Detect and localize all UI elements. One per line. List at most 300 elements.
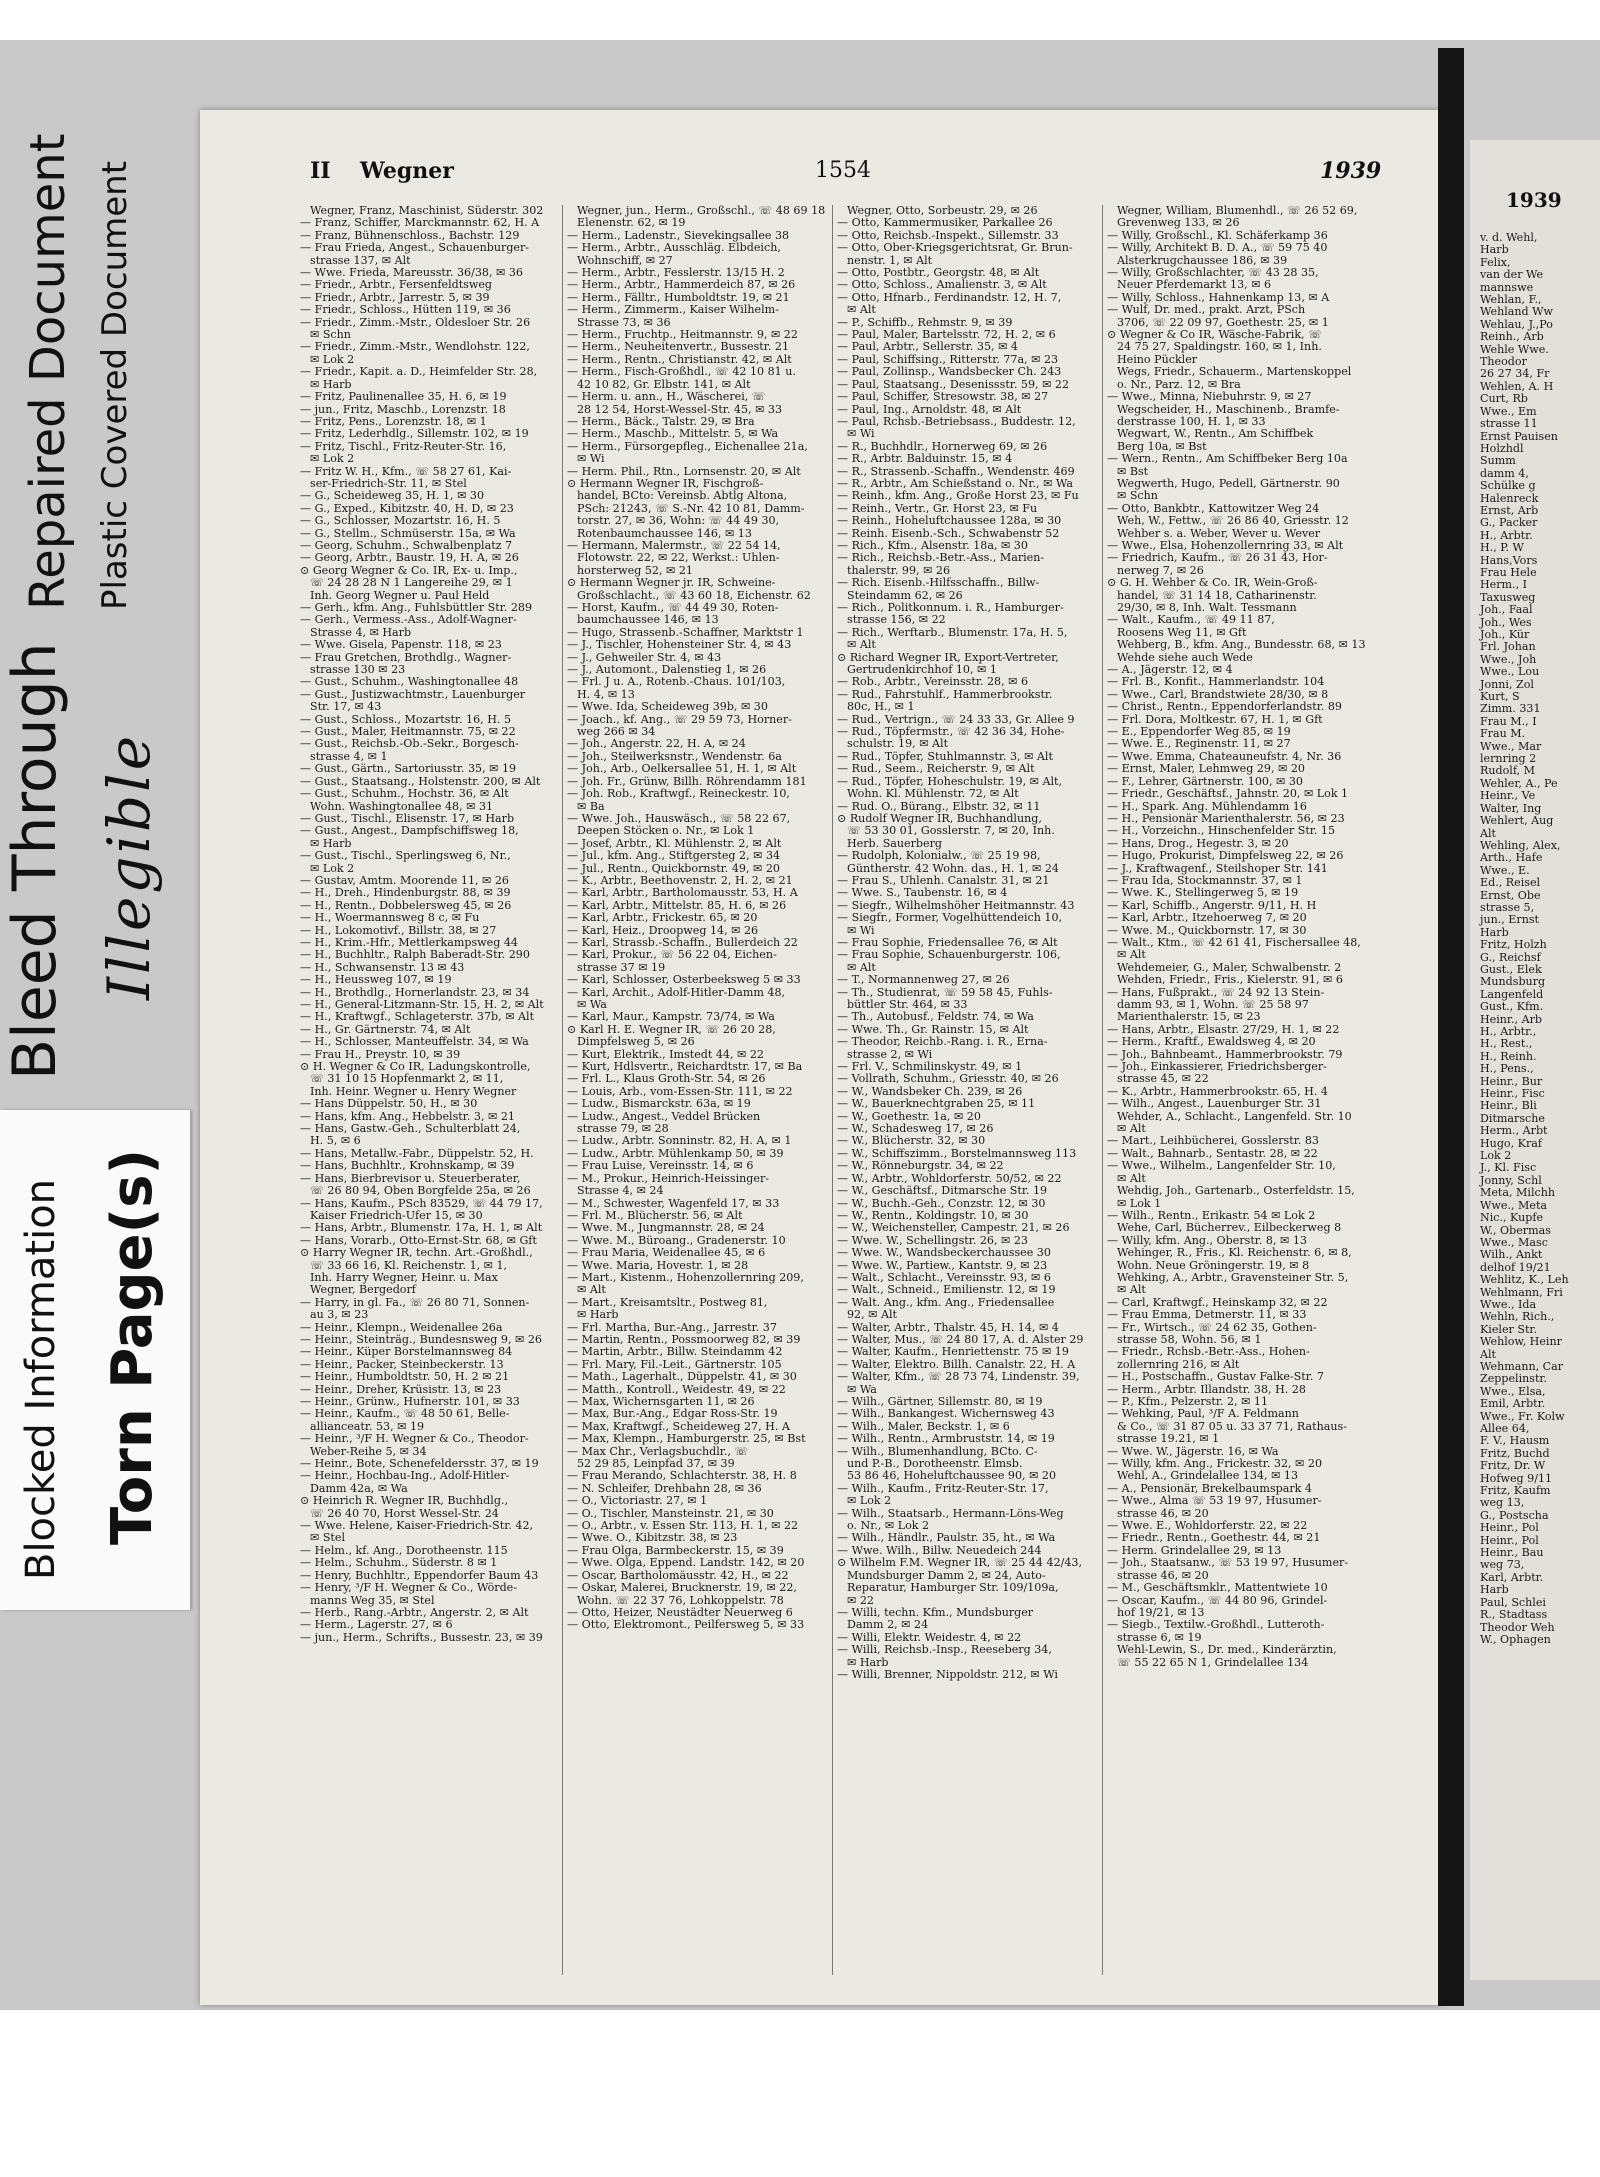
directory-entry: ⊙ Wegner & Co IR, Wäsche-Fabrik, ☏ bbox=[1107, 329, 1322, 342]
directory-entry: strasse 6, ✉ 19 bbox=[1117, 1631, 1202, 1644]
adjacent-page-entry: Holzhdl bbox=[1480, 441, 1524, 455]
adjacent-page-entry: Ernst, Obe bbox=[1480, 888, 1541, 902]
directory-entry: — Wilh., Angest., Lauenburger Str. 31 bbox=[1107, 1098, 1322, 1111]
directory-entry: — Wwe. Ida, Scheideweg 39b, ✉ 30 bbox=[567, 701, 768, 714]
directory-entry: — Helm., kf. Ang., Dorotheenstr. 115 bbox=[300, 1544, 508, 1557]
adjacent-page bbox=[1470, 140, 1600, 1980]
directory-entry: Wohnschiff, ✉ 27 bbox=[577, 254, 673, 267]
directory-entry: — Max Chr., Verlagsbuchdlr., ☏ bbox=[567, 1445, 749, 1458]
adjacent-page-entry: Herm., Arbt bbox=[1480, 1124, 1548, 1138]
directory-entry: — Frl. B., Konfit., Hammerlandstr. 104 bbox=[1107, 676, 1325, 689]
directory-entry: — Fritz, Lederhdlg., Sillemstr. 102, ✉ 19 bbox=[300, 428, 529, 441]
adjacent-page-entry: Wehland Ww bbox=[1480, 305, 1554, 319]
directory-entry: o. Nr., ✉ Lok 2 bbox=[847, 1520, 930, 1533]
directory-entry: — G., Scheideweg 35, H. 1, ✉ 30 bbox=[300, 490, 485, 503]
directory-entry: — Ludw., Arbtr. Mühlenkamp 50, ✉ 39 bbox=[567, 1147, 784, 1160]
adjacent-page-entry: Wwe., Meta bbox=[1480, 1198, 1548, 1212]
directory-entry: — Frau Merando, Schlachterstr. 38, H. 8 bbox=[567, 1470, 797, 1483]
directory-entry: — Max, Bur.-Ang., Edgar Ross-Str. 19 bbox=[567, 1408, 778, 1421]
directory-entry: — Wwe. M., Büroang., Gradenerstr. 10 bbox=[567, 1234, 786, 1247]
directory-entry: — Joh. Rob., Kraftwgf., Reineckestr. 10, bbox=[567, 788, 790, 801]
directory-entry: — Joach., kf. Ang., ☏ 29 59 73, Horner- bbox=[567, 713, 792, 726]
directory-entry: — Fritz, Pens., Lorenzstr. 18, ✉ 1 bbox=[300, 415, 487, 428]
directory-entry: — Math., Lagerhalt., Düppelstr. 41, ✉ 30 bbox=[567, 1371, 797, 1384]
directory-entry: — Herm., Neuheitenvertr., Bussestr. 21 bbox=[567, 341, 790, 354]
adjacent-page-entry: Heinr., Ve bbox=[1480, 789, 1536, 803]
directory-entry: — G., Exped., Kibitzstr. 40, H. D, ✉ 23 bbox=[300, 502, 514, 515]
directory-entry: Marienthalerstr. 15, ✉ 23 bbox=[1117, 1011, 1261, 1024]
directory-entry: — Wwe. S., Taubenstr. 16, ✉ 4 bbox=[837, 887, 1008, 900]
directory-entry: — H., Vorzeichn., Hinschenfelder Str. 15 bbox=[1107, 825, 1336, 838]
adjacent-page-entry: Frau Hele bbox=[1480, 565, 1537, 579]
adjacent-page-entry: H., P. W bbox=[1480, 541, 1524, 555]
adjacent-page-entry: Karl, Arbtr. bbox=[1480, 1570, 1544, 1584]
directory-entry: — Herm., Maschb., Mittelstr. 5, ✉ Wa bbox=[567, 428, 779, 441]
directory-entry: ✉ Wi bbox=[847, 428, 875, 441]
directory-entry: — Willi, Elektr. Weidestr. 4, ✉ 22 bbox=[837, 1631, 1022, 1644]
adjacent-page-entry: damm 4, bbox=[1480, 466, 1529, 480]
directory-entry: — Wwe. W., Schellingstr. 26, ✉ 23 bbox=[837, 1234, 1028, 1247]
directory-entry: — Martin, Rentn., Possmoorweg 82, ✉ 39 bbox=[567, 1333, 801, 1346]
directory-entry: — Georg, Schuhm., Schwalbenplatz 7 bbox=[300, 539, 513, 552]
directory-entry: — K., Arbtr., Hammerbrookstr. 65, H. 4 bbox=[1107, 1085, 1328, 1098]
directory-entry: — O., Arbtr., v. Essen Str. 113, H. 1, ✉ 22 bbox=[567, 1520, 799, 1533]
adjacent-page-entry: Theodor Weh bbox=[1480, 1620, 1555, 1634]
directory-entry: — Herm. Phil., Rtn., Lornsenstr. 20, ✉ Alt bbox=[567, 465, 801, 478]
directory-entry: — Heinr., Klempn., Weidenallee 26a bbox=[300, 1321, 503, 1334]
directory-entry: ✉ Harb bbox=[577, 1309, 619, 1322]
directory-entry: ✉ Alt bbox=[1117, 949, 1146, 962]
directory-entry: — Mart., Kreisamtsltr., Postweg 81, bbox=[567, 1296, 768, 1309]
directory-entry: — Rud., Fahrstuhlf., Hammerbrookstr. bbox=[837, 688, 1053, 701]
directory-entry: — Friedr., Zimm.-Mstr., Oldesloer Str. 26 bbox=[300, 316, 531, 329]
adjacent-page-entry: Felix, bbox=[1480, 255, 1511, 269]
adjacent-page-entry: weg 13, bbox=[1480, 1496, 1525, 1510]
adjacent-page-entry: Heinr., Pol bbox=[1480, 1533, 1539, 1547]
directory-entry: — Josef, Arbtr., Kl. Mühlenstr. 2, ✉ Alt bbox=[567, 837, 782, 850]
directory-column-1 bbox=[300, 205, 558, 1990]
directory-entry: Inh. Georg Wegner u. Paul Held bbox=[310, 589, 490, 602]
adjacent-page-entry: weg 73, bbox=[1480, 1558, 1525, 1572]
directory-entry: — Gerh., kfm. Ang., Fuhlsbüttler Str. 289 bbox=[300, 602, 533, 614]
directory-entry: — Rud., Töpfer, Hoheschulstr. 19, ✉ Alt, bbox=[837, 775, 1062, 788]
directory-entry: Wehde siehe auch Wede bbox=[1117, 651, 1253, 664]
directory-entry: — Fritz, Paulinenallee 35, H. 6, ✉ 19 bbox=[300, 391, 507, 404]
directory-entry: — Hans, Arbtr., Elsastr. 27/29, H. 1, ✉ 22 bbox=[1107, 1023, 1340, 1036]
directory-entry: — W., Goethestr. 1a, ✉ 20 bbox=[837, 1110, 981, 1123]
directory-entry: — J., Gehweiler Str. 4, ✉ 43 bbox=[567, 651, 722, 664]
directory-entry: Inh. Harry Wegner, Heinr. u. Max bbox=[310, 1271, 498, 1284]
directory-entry: — Heinr., Dreher, Krüsistr. 13, ✉ 23 bbox=[300, 1383, 502, 1396]
directory-entry: strasse 2, ✉ Wi bbox=[847, 1048, 933, 1061]
directory-entry: — Wwe. Helene, Kaiser-Friedrich-Str. 42, bbox=[300, 1520, 534, 1533]
directory-entry: ✉ Wa bbox=[847, 1383, 877, 1396]
adjacent-page-entry: Fritz, Dr. W bbox=[1480, 1459, 1546, 1473]
directory-entry: — Herm., Fisch-Großhdl., ☏ 42 10 81 u. bbox=[567, 366, 796, 379]
directory-entry: — H., Pensionär Marienthalerstr. 56, ✉ 23 bbox=[1107, 812, 1345, 825]
directory-entry: strasse 45, ✉ 22 bbox=[1117, 1073, 1209, 1086]
directory-entry: strasse 37 ✉ 19 bbox=[577, 961, 666, 974]
adjacent-page-entry: Wwe., Joh bbox=[1480, 652, 1537, 666]
directory-entry: — Otto, Kammermusiker, Parkallee 26 bbox=[837, 217, 1053, 230]
directory-entry: ⊙ Harry Wegner IR, techn. Art.-Großhdl., bbox=[300, 1247, 533, 1260]
directory-entry: — Wwe. K., Stellingerweg 5, ✉ 19 bbox=[1107, 887, 1299, 900]
adjacent-page-entry: J., Kl. Fisc bbox=[1480, 1161, 1537, 1175]
directory-entry: ⊙ Wilhelm F.M. Wegner IR, ☏ 25 44 42/43, bbox=[837, 1557, 1083, 1570]
directory-entry: Elenenstr. 62, ✉ 19 bbox=[577, 217, 686, 230]
directory-column-2 bbox=[567, 205, 829, 1990]
directory-entry: — Frl. Dora, Moltkestr. 67, H. 1, ✉ Gft bbox=[1107, 713, 1323, 726]
directory-entry: — Friedr., Geschäftsf., Jahnstr. 20, ✉ Lok 1 bbox=[1107, 788, 1349, 801]
directory-entry: — Mart., Kistenm., Hohenzollernring 209, bbox=[567, 1271, 804, 1284]
directory-entry: 3706, ☏ 22 09 97, Goethestr. 25, ✉ 1 bbox=[1117, 316, 1329, 329]
directory-entry: thalerstr. 99, ✉ 26 bbox=[847, 564, 951, 577]
directory-entry: — Hans, Metallw.-Fabr., Düppelstr. 52, H. bbox=[300, 1147, 534, 1160]
directory-entry: — Rich. Eisenb.-Hilfsschaffn., Billw- bbox=[837, 577, 1040, 590]
directory-entry: — Willy, kfm. Ang., Frickestr. 32, ✉ 20 bbox=[1107, 1458, 1322, 1471]
directory-entry: — Kurt, Elektrik., Imstedt 44, ✉ 22 bbox=[567, 1048, 764, 1061]
directory-entry: Wohn. Kl. Mühlenstr. 72, ✉ Alt bbox=[847, 788, 1019, 801]
adjacent-page-entry: Hugo, Kraf bbox=[1480, 1136, 1542, 1150]
directory-entry: — Louis, Arb., vom-Essen-Str. 111, ✉ 22 bbox=[567, 1085, 793, 1098]
adjacent-page-entry: Wwe., Mar bbox=[1480, 739, 1542, 753]
directory-entry: — Rud., Vertrign., ☏ 24 33 33, Gr. Allee 9 bbox=[837, 713, 1075, 726]
directory-entry: — Herm., Arbtr., Hammerdeich 87, ✉ 26 bbox=[567, 279, 796, 292]
adjacent-page-entry: Arth., Hafe bbox=[1480, 851, 1543, 865]
directory-entry: — Wulf, Dr. med., prakt. Arzt, PSch bbox=[1107, 304, 1306, 317]
directory-entry: — Walter, Kaufm., Henriettenstr. 75 ✉ 19 bbox=[837, 1346, 1069, 1359]
adjacent-page-entry: Heinr., Fisc bbox=[1480, 1087, 1545, 1101]
adjacent-page-entry: Heinr., Arb bbox=[1480, 1012, 1543, 1026]
directory-entry: — H., Woermannsweg 8 c, ✉ Fu bbox=[300, 912, 480, 925]
directory-entry: — Otto, Heizer, Neustädter Neuerweg 6 bbox=[567, 1606, 793, 1619]
directory-entry: Berg 10a, ✉ Bst bbox=[1117, 440, 1207, 453]
directory-entry: Wehdig, Joh., Gartenarb., Osterfeldstr. 15, bbox=[1117, 1185, 1355, 1198]
directory-entry: 92, ✉ Alt bbox=[847, 1309, 898, 1322]
directory-entry: ✉ Alt bbox=[577, 1284, 606, 1297]
directory-entry: — Max, Kraftwgf., Scheideweg 27, H. A bbox=[567, 1420, 790, 1433]
adjacent-page-entry: Gust., Elek bbox=[1480, 962, 1542, 976]
directory-entry: — Joh., Angerstr. 22, H. A, ✉ 24 bbox=[567, 738, 746, 751]
directory-entry: — Fritz, Tischl., Fritz-Reuter-Str. 16, bbox=[300, 440, 507, 453]
directory-entry: — Frl. Mary, Fil.-Leit., Gärtnerstr. 105 bbox=[567, 1358, 782, 1371]
directory-entry: Wegs, Friedr., Schauerm., Martenskoppel bbox=[1117, 366, 1352, 379]
directory-entry: — Karl, Arbtr., Mittelstr. 85, H. 6, ✉ 26 bbox=[567, 899, 787, 912]
directory-entry: — W., Rentn., Koldingstr. 10, ✉ 30 bbox=[837, 1209, 1029, 1222]
directory-entry: — H., Lokomotivf., Billstr. 38, ✉ 27 bbox=[300, 924, 497, 937]
directory-entry: ☏ 33 66 16, Kl. Reichenstr. 1, ✉ 1, bbox=[310, 1259, 508, 1272]
adjacent-page-entry: Alt bbox=[1480, 826, 1497, 840]
adjacent-page-entry: Kieler Str. bbox=[1480, 1322, 1538, 1336]
directory-entry: — Max, Wichernsgarten 11, ✉ 26 bbox=[567, 1396, 755, 1408]
directory-entry: — Wwe. Gisela, Papenstr. 118, ✉ 23 bbox=[300, 639, 502, 652]
adjacent-page-entry: Allee 64, bbox=[1480, 1422, 1530, 1435]
directory-entry: — Herm. u. ann., H., Wäscherei, ☏ bbox=[567, 391, 766, 404]
adjacent-page-entry: mannswe bbox=[1480, 280, 1534, 294]
directory-entry: — Herm., Fälltr., Humboldtstr. 19, ✉ 21 bbox=[567, 291, 790, 304]
directory-entry: — H., Schwansenstr. 13 ✉ 43 bbox=[300, 961, 465, 974]
directory-entry: — Rud., Töpfer, Stuhlmannstr. 3, ✉ Alt bbox=[837, 750, 1053, 763]
directory-entry: — Willy, Großschl., Kl. Schäferkamp 36 bbox=[1107, 229, 1328, 242]
directory-entry: — H., Spark. Ang. Mühlendamm 16 bbox=[1107, 800, 1307, 813]
directory-entry: Wehder, A., Schlacht., Langenfeld. Str. 10 bbox=[1117, 1110, 1352, 1123]
directory-entry: — Karl, Archit., Adolf-Hitler-Damm 48, bbox=[567, 986, 786, 999]
directory-entry: — Joh., Steilwerksnstr., Wendenstr. 6a bbox=[567, 750, 782, 763]
directory-entry: — Wwe. M., Jungmannstr. 28, ✉ 24 bbox=[567, 1222, 765, 1235]
directory-entry: — Rich., Politkonnum. i. R., Hamburger- bbox=[837, 602, 1064, 614]
adjacent-page-entry: Herm., I bbox=[1480, 578, 1528, 592]
directory-entry: — Helm., Schuhm., Süderstr. 8 ✉ 1 bbox=[300, 1557, 498, 1570]
directory-entry: Damm 2, ✉ 24 bbox=[847, 1619, 929, 1632]
directory-entry: — Heinr., Grünw., Hufnerstr. 101, ✉ 33 bbox=[300, 1396, 520, 1408]
directory-entry: — Herm., Lagerstr. 27, ✉ 6 bbox=[300, 1619, 453, 1632]
directory-entry: — Wilh., Bankangest. Wichernsweg 43 bbox=[837, 1408, 1055, 1421]
directory-entry: horsterweg 52, ✉ 21 bbox=[577, 564, 693, 577]
directory-entry: — Hans, Kaufm., PSch 83529, ☏ 44 79 17, bbox=[300, 1197, 543, 1210]
directory-entry: ✉ Alt bbox=[847, 304, 876, 317]
directory-entry: ✉ Harb bbox=[847, 1656, 889, 1669]
directory-entry: — R., Buchhdlr., Hornerweg 69, ✉ 26 bbox=[837, 440, 1048, 453]
directory-entry: — F., Lehrer, Gärtnerstr. 100, ✉ 30 bbox=[1107, 775, 1303, 788]
directory-entry: — Henry, ³/F H. Wegner & Co., Wörde- bbox=[300, 1582, 517, 1595]
directory-entry: — Franz, Bühnenschloss., Bachstr. 129 bbox=[300, 229, 520, 242]
adjacent-page-entry: Theodor bbox=[1480, 355, 1527, 369]
adjacent-page-entry: H., Rest., bbox=[1480, 1037, 1533, 1051]
directory-entry: — Wern., Rentn., Am Schiffbeker Berg 10a bbox=[1107, 453, 1348, 466]
adjacent-page-entry: van der We bbox=[1480, 268, 1544, 282]
directory-entry: — Wilh., Händlr., Paulstr. 35, ht., ✉ Wa bbox=[837, 1532, 1056, 1545]
directory-entry: — Jul., Rentn., Quickbornstr. 49, ✉ 20 bbox=[567, 862, 780, 875]
directory-entry: — Herm., Kraftf., Ewaldsweg 4, ✉ 20 bbox=[1107, 1036, 1316, 1049]
adjacent-page-entry: Taxusweg bbox=[1480, 590, 1536, 604]
page-running-head: Wegner bbox=[360, 158, 454, 184]
directory-entry: — Hans Düppelstr. 50, H., ✉ 30 bbox=[300, 1098, 478, 1111]
adjacent-page-entry: Frau M., I bbox=[1480, 714, 1537, 728]
adjacent-page-entry: strasse 5, bbox=[1480, 900, 1535, 914]
directory-entry: — Wwe. Olga, Eppend. Landstr. 142, ✉ 20 bbox=[567, 1557, 805, 1570]
directory-entry: — Franz, Schiffer, Marckmannstr. 62, H. A bbox=[300, 217, 540, 230]
directory-entry: H. 5, ✉ 6 bbox=[310, 1135, 361, 1148]
adjacent-page-entry: Ed., Reisel bbox=[1480, 876, 1541, 890]
adjacent-page-entry: Heinr., Bur bbox=[1480, 1074, 1543, 1088]
directory-entry: — Hans, Vorarb., Otto-Ernst-Str. 68, ✉ Gft bbox=[300, 1234, 537, 1247]
directory-entry: — Georg, Arbtr., Baustr. 19, H. A, ✉ 26 bbox=[300, 552, 519, 565]
directory-entry: — Otto, Elektromont., Peilfersweg 5, ✉ 33 bbox=[567, 1619, 805, 1632]
directory-entry: — Frl. Martha, Bur.-Ang., Jarrestr. 37 bbox=[567, 1321, 777, 1334]
directory-entry: ✉ 22 bbox=[847, 1594, 874, 1607]
adjacent-page-year: 1939 bbox=[1506, 188, 1562, 212]
directory-entry: Kaiser Friedrich-Ufer 15, ✉ 30 bbox=[310, 1209, 483, 1222]
adjacent-page-entry: H., Pens., bbox=[1480, 1062, 1534, 1076]
directory-entry: — Gust., Schuhm., Washingtonallee 48 bbox=[300, 676, 519, 689]
directory-entry: — Frl. J u. A., Rotenb.-Chaus. 101/103, bbox=[567, 676, 786, 689]
directory-entry: derstrasse 100, H. 1, ✉ 33 bbox=[1117, 415, 1266, 428]
directory-entry: — Karl, Schlosser, Osterbeeksweg 5 ✉ 33 bbox=[567, 974, 801, 987]
directory-entry: Mundsburger Damm 2, ✉ 24, Auto- bbox=[847, 1569, 1046, 1582]
adjacent-page-entry: Wehlau, J.,Po bbox=[1480, 317, 1553, 331]
directory-entry: — P., Kfm., Pelzerstr. 2, ✉ 11 bbox=[1107, 1396, 1269, 1408]
directory-entry: — Karl, Arbtr., Bartholomausstr. 53, H. A bbox=[567, 887, 798, 900]
directory-entry: — Walter, Kfm., ☏ 28 73 74, Lindenstr. 39, bbox=[837, 1371, 1080, 1384]
directory-entry: — Willy, Architekt B. D. A., ☏ 59 75 40 bbox=[1107, 242, 1328, 255]
directory-entry: — Wwe. Emma, Chateauneufstr. 4, Nr. 36 bbox=[1107, 750, 1342, 763]
directory-entry: — jun., Herm., Schrifts., Bussestr. 23, ✉ 39 bbox=[300, 1631, 543, 1644]
directory-entry: strasse 58, Wohn. 56, ✉ 1 bbox=[1117, 1333, 1262, 1346]
directory-entry: ⊙ Georg Wegner & Co. IR, Ex- u. Imp., bbox=[300, 564, 518, 577]
directory-entry: — Frau Olga, Barmbeckerstr. 15, ✉ 39 bbox=[567, 1544, 784, 1557]
directory-entry: ⊙ Karl H. E. Wegner IR, ☏ 26 20 28, bbox=[567, 1023, 776, 1036]
directory-entry: nenstr. 1, ✉ Alt bbox=[847, 254, 933, 267]
directory-entry: strasse 137, ✉ Alt bbox=[310, 254, 411, 267]
directory-entry: — Harry, in gl. Fa., ☏ 26 80 71, Sonnen- bbox=[300, 1296, 530, 1309]
directory-entry: — Otto, Hfnarb., Ferdinandstr. 12, H. 7, bbox=[837, 291, 1062, 304]
adjacent-page-entry: Wwe., Fr. Kolw bbox=[1480, 1409, 1565, 1423]
directory-entry: Wehking, A., Arbtr., Gravensteiner Str. 5, bbox=[1117, 1271, 1349, 1284]
directory-entry: — Hans, Fußprakt., ☏ 24 92 13 Stein- bbox=[1107, 986, 1325, 999]
adjacent-page-entry: Frl. Johan bbox=[1480, 640, 1536, 654]
directory-entry: — H., Heussweg 107, ✉ 19 bbox=[300, 974, 452, 987]
directory-entry: — Hans, Buchhltr., Krohnskamp, ✉ 39 bbox=[300, 1160, 515, 1173]
directory-entry: — Hans, kfm. Ang., Hebbelstr. 3, ✉ 21 bbox=[300, 1110, 515, 1123]
directory-entry: — Joh. Fr., Grünw, Billh. Röhrendamm 181 bbox=[567, 775, 807, 788]
directory-entry: — Wwe., Alma ☏ 53 19 97, Husumer- bbox=[1107, 1495, 1322, 1508]
adjacent-page-entry: Nic., Kupfe bbox=[1480, 1211, 1544, 1225]
directory-entry: Wehl-Lewin, S., Dr. med., Kinderärztin, bbox=[1117, 1644, 1337, 1657]
adjacent-page-entry: Harb bbox=[1480, 925, 1509, 939]
adjacent-page-entry: Wehlan, F., bbox=[1480, 293, 1542, 307]
directory-entry: — R., Strassenb.-Schaffn., Wendenstr. 469 bbox=[837, 465, 1075, 478]
directory-entry: ☏ 24 28 28 N 1 Langereihe 29, ✉ 1 bbox=[310, 577, 513, 590]
adjacent-page-entry: 26 27 34, Fr bbox=[1480, 367, 1550, 381]
directory-entry: strasse 19.21, ✉ 1 bbox=[1117, 1433, 1220, 1446]
directory-entry: — H., Buchhltr., Ralph Baberadt-Str. 290 bbox=[300, 949, 530, 962]
directory-entry: — Wwe. W., Partiew., Kantstr. 9, ✉ 23 bbox=[837, 1259, 1048, 1272]
directory-entry: ✉ Lok 2 bbox=[310, 862, 355, 875]
directory-entry: — Frau Frieda, Angest., Schauenburger- bbox=[300, 242, 530, 255]
directory-entry: — Karl, Arbtr., Itzehoerweg 7, ✉ 20 bbox=[1107, 912, 1307, 925]
directory-entry: — Wwe. Joh., Hauswäsch., ☏ 58 22 67, bbox=[567, 812, 791, 825]
adjacent-page-entry: Wehlow, Heinr bbox=[1480, 1335, 1562, 1349]
directory-entry: ⊙ Rudolf Wegner IR, Buchhandlung, bbox=[837, 812, 1042, 825]
directory-entry: — Paul, Staatsang., Desenissstr. 59, ✉ 22 bbox=[837, 378, 1070, 391]
directory-entry: nerweg 7, ✉ 26 bbox=[1117, 564, 1204, 577]
directory-entry: — Wwe. Frieda, Mareusstr. 36/38, ✉ 36 bbox=[300, 267, 523, 280]
adjacent-page-entry: lernring 2 bbox=[1480, 752, 1537, 766]
directory-entry: — Gust., Tischl., Elisenstr. 17, ✉ Harb bbox=[300, 812, 515, 825]
directory-entry: Wehinger, R., Fris., Kl. Reichenstr. 6, ✉ 8, bbox=[1117, 1247, 1352, 1260]
directory-entry: manns Weg 35, ✉ Stel bbox=[310, 1594, 435, 1607]
adjacent-page-entry: Heinr., Pol bbox=[1480, 1521, 1539, 1535]
directory-entry: strasse 156, ✉ 22 bbox=[847, 614, 946, 627]
directory-entry: — Frau Emma, Detmerstr. 11, ✉ 33 bbox=[1107, 1309, 1307, 1322]
adjacent-page-entry: Jonny, Schl bbox=[1480, 1173, 1542, 1187]
directory-entry: 80c, H., ✉ 1 bbox=[847, 701, 915, 714]
directory-entry: — H., General-Litzmann-Str. 15, H. 2, ✉ Alt bbox=[300, 999, 544, 1011]
directory-entry: Strasse 4, ✉ 24 bbox=[577, 1185, 664, 1198]
adjacent-page-entry: Wehln, Rich., bbox=[1480, 1310, 1555, 1324]
directory-entry: — Hermann, Malermstr., ☏ 22 54 14, bbox=[567, 539, 781, 552]
directory-entry: — Henry, Buchhltr., Eppendorfer Baum 43 bbox=[300, 1569, 539, 1582]
directory-entry: — Herm., Fürsorgepfleg., Eichenallee 21a, bbox=[567, 440, 808, 453]
directory-entry: ☏ 53 30 01, Gosslerstr. 7, ✉ 20, Inh. bbox=[847, 825, 1055, 838]
directory-entry: — H., Schlosser, Manteuffelstr. 34, ✉ Wa bbox=[300, 1036, 529, 1049]
directory-entry: — Friedrich, Kaufm., ☏ 26 31 43, Hor- bbox=[1107, 552, 1328, 565]
directory-entry: ✉ Wi bbox=[577, 453, 605, 466]
directory-entry: — Christ., Rentn., Eppendorferlandstr. 89 bbox=[1107, 701, 1342, 714]
directory-entry: — Frl. L., Klaus Groth-Str. 54, ✉ 26 bbox=[567, 1073, 766, 1086]
directory-entry: — Wilh., Gärtner, Sillemstr. 80, ✉ 19 bbox=[837, 1396, 1043, 1408]
adjacent-page-entry: strasse 11 bbox=[1480, 417, 1538, 431]
directory-entry: — Heinr., Küper Borstelmannsweg 84 bbox=[300, 1346, 513, 1359]
adjacent-page-entry: Hans,Vors bbox=[1480, 553, 1538, 567]
directory-entry: — N. Schleifer, Drehbahn 28, ✉ 36 bbox=[567, 1482, 762, 1495]
directory-entry: Damm 42a, ✉ Wa bbox=[310, 1482, 408, 1495]
directory-entry: ✉ Lok 1 bbox=[1117, 1197, 1162, 1210]
directory-entry: ✉ Ba bbox=[577, 800, 605, 813]
adjacent-page-entry: Fritz, Holzh bbox=[1480, 938, 1547, 952]
adjacent-page-entry: Heinr., Bau bbox=[1480, 1546, 1544, 1560]
page-number: 1554 bbox=[815, 158, 871, 183]
directory-entry: Rotenbaumchaussee 146, ✉ 13 bbox=[577, 527, 752, 540]
directory-entry: — K., Arbtr., Beethovenstr. 2, H. 2, ✉ 21 bbox=[567, 874, 793, 887]
directory-entry: o. Nr., Parz. 12, ✉ Bra bbox=[1117, 378, 1241, 391]
directory-entry: ✉ Lok 2 bbox=[310, 353, 355, 366]
directory-entry: — Siegb., Textilw.-Großhdl., Lutteroth- bbox=[1107, 1619, 1325, 1632]
directory-entry: — Gust., Staatsang., Holstenstr. 200, ✉ Alt bbox=[300, 775, 541, 788]
adjacent-page-entry: Wehlitz, K., Leh bbox=[1480, 1273, 1569, 1287]
column-rule bbox=[562, 205, 563, 1975]
directory-entry: — Paul, Ing., Arnoldstr. 48, ✉ Alt bbox=[837, 403, 1022, 416]
directory-entry: Wegscheider, H., Maschinenb., Bramfe- bbox=[1117, 403, 1340, 416]
directory-entry: — Frau Maria, Weidenallee 45, ✉ 6 bbox=[567, 1247, 766, 1260]
directory-entry: Grevenweg 133, ✉ 26 bbox=[1117, 217, 1240, 230]
directory-entry: — M., Prokur., Heinrich-Heissinger- bbox=[567, 1172, 770, 1185]
directory-entry: — Rud. O., Bürang., Elbstr. 32, ✉ 11 bbox=[837, 800, 1041, 813]
directory-entry: — Gustav, Amtm. Moorende 11, ✉ 26 bbox=[300, 874, 509, 887]
directory-entry: — Paul, Maler, Bartelsstr. 72, H. 2, ✉ 6 bbox=[837, 329, 1056, 342]
directory-entry: ☏ 26 40 70, Horst Wessel-Str. 24 bbox=[310, 1507, 499, 1520]
directory-entry: Roosens Weg 11, ✉ Gft bbox=[1117, 626, 1247, 639]
directory-entry: — Herm., Arbtr., Fesslerstr. 13/15 H. 2 bbox=[567, 267, 785, 280]
adjacent-page-entry: jun., Ernst bbox=[1480, 913, 1540, 927]
directory-entry: — Friedr., Zimm.-Mstr., Wendlohstr. 122, bbox=[300, 341, 530, 354]
directory-entry: — Wilh., Kaufm., Fritz-Reuter-Str. 17, bbox=[837, 1482, 1049, 1495]
directory-entry: — J., Automont., Dalenstieg 1, ✉ 26 bbox=[567, 664, 767, 677]
directory-entry: Reparatur, Hamburger Str. 109/109a, bbox=[847, 1582, 1059, 1595]
directory-entry: — Friedr., Arbtr., Jarrestr. 5, ✉ 39 bbox=[300, 291, 490, 304]
adjacent-page-entry: Heinr., Bli bbox=[1480, 1099, 1537, 1113]
directory-entry: 28 12 54, Horst-Wessel-Str. 45, ✉ 33 bbox=[577, 403, 783, 416]
directory-entry: H. 4, ✉ 13 bbox=[577, 688, 635, 701]
adjacent-page-entry: Wwe., Elsa, bbox=[1480, 1384, 1546, 1398]
directory-entry: — Hans, Gastw.-Geh., Schulterblatt 24, bbox=[300, 1123, 521, 1136]
directory-entry: Heino Pückler bbox=[1117, 353, 1198, 366]
directory-entry: ✉ Lok 2 bbox=[310, 453, 355, 466]
directory-entry: — Willi, Brenner, Nippoldstr. 212, ✉ Wi bbox=[837, 1668, 1058, 1681]
directory-entry: hof 19/21, ✉ 13 bbox=[1117, 1606, 1205, 1619]
adjacent-page-entry: Meta, Milchh bbox=[1480, 1186, 1556, 1200]
directory-entry: baumchaussee 146, ✉ 13 bbox=[577, 614, 719, 627]
directory-entry: — Walt., Bahnarb., Sentastr. 28, ✉ 22 bbox=[1107, 1147, 1318, 1160]
directory-entry: handel, ☏ 31 14 18, Catharinenstr. bbox=[1117, 589, 1317, 602]
directory-entry: — Karl, Schiffb., Angerstr. 9/11, H. H bbox=[1107, 899, 1317, 912]
directory-entry: — Gust., Gärtn., Sartoriusstr. 35, ✉ 19 bbox=[300, 763, 517, 776]
directory-entry: — Herm., Arbtr. Illandstr. 38, H. 28 bbox=[1107, 1383, 1306, 1396]
directory-entry: — W., Rönneburgstr. 34, ✉ 22 bbox=[837, 1160, 1004, 1173]
directory-entry: ✉ Alt bbox=[1117, 1172, 1146, 1185]
directory-entry: — Paul, Schiffer, Stresowstr. 38, ✉ 27 bbox=[837, 391, 1049, 404]
directory-entry: — Herm., Ladenstr., Sievekingsallee 38 bbox=[567, 229, 790, 242]
